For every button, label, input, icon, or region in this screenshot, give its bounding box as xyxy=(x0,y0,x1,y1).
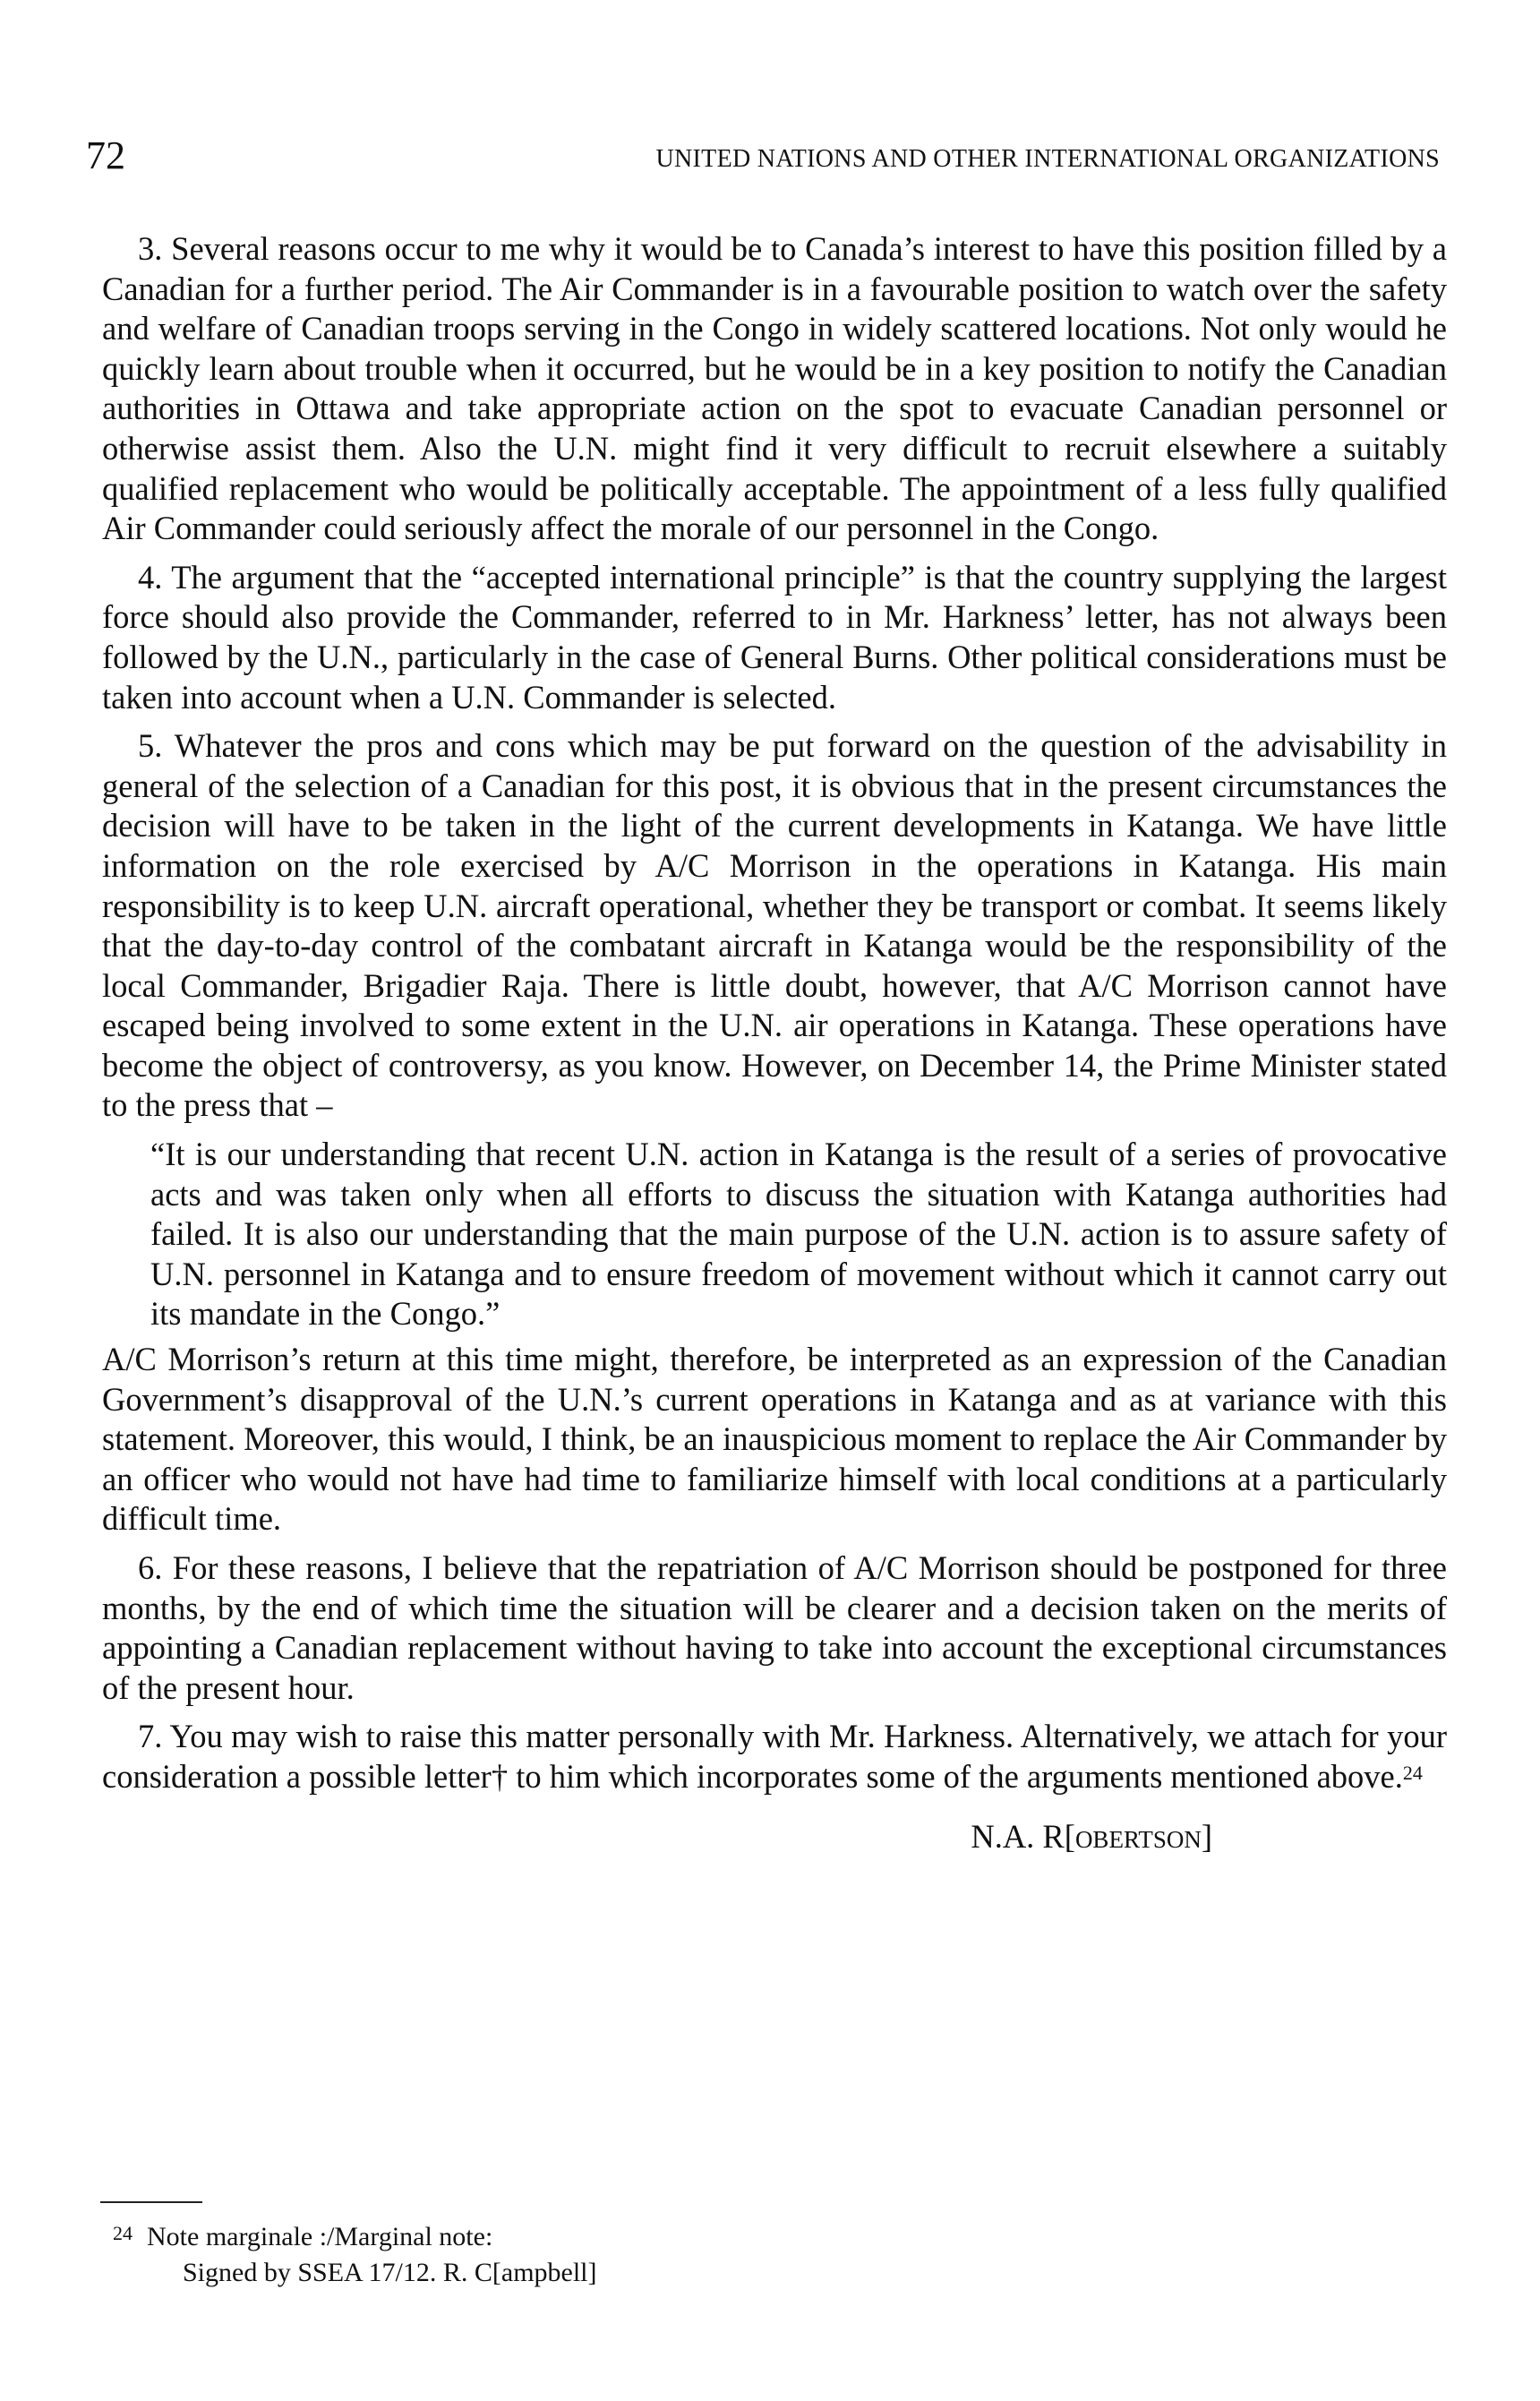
footnote xyxy=(113,2219,597,2291)
document-body xyxy=(102,229,1447,1859)
footnote-line-2: Signed by SSEA 17/12. R. C[ampbell] xyxy=(183,2258,597,2287)
signature-initials: N.A. R[ xyxy=(971,1817,1075,1855)
page-number: 72 xyxy=(86,133,125,177)
paragraph-5: 5. Whatever the pros and cons which may be put forward on the question of the advisability in general of the selection of a Canadian for this post, it is obvious that in the present circumstances the decision will have to be taken in the light of the current developments in Katanga. We have little information on the role exercised by A/C Morrison in the operations in Katanga. His main responsibility is to keep U.N. aircraft operational, whether they be transport or combat. It seems likely that the day-to-day control of the combatant aircraft in Katanga would be the responsibility of the local Commander, Brigadier Raja. There is little doubt, however, that A/C Morrison cannot have escaped being involved to some extent in the U.N. air operations in Katanga. These operations have become the object of controversy, as you know. However, on December 14, the Prime Minister stated to the press that – xyxy=(102,727,1447,1124)
footnote-line-1 xyxy=(113,2219,597,2255)
footnote-divider xyxy=(100,2201,202,2203)
paragraph-7-text: 7. You may wish to raise this matter personally with Mr. Harkness. Alternatively, we attach for your consideration a possible letter† to him which incorporates some of the arguments mentioned above. xyxy=(102,1718,1447,1795)
signature-surname: OBERTSON xyxy=(1074,1825,1202,1853)
paragraph-7 xyxy=(102,1717,1447,1796)
prime-minister-quote: “It is our understanding that recent U.N. action in Katanga is the result of a series of provocative acts and was taken only when all efforts to discuss the situation with Katanga authorities had failed. It is also our understanding that the main purpose of the U.N. action is to assure safety of U.N. personnel in Katanga and to ensure freedom of movement without which it cannot carry out its mandate in the Congo.” xyxy=(150,1136,1447,1333)
signature-closing-bracket: ] xyxy=(1201,1817,1212,1855)
running-header: UNITED NATIONS AND OTHER INTERNATIONAL ORGANIZATIONS xyxy=(655,145,1440,173)
footnote-marker: 24 xyxy=(113,2222,133,2244)
paragraph-4: 4. The argument that the “accepted international principle” is that the country supplying the largest force should also provide the Commander, referred to in Mr. Harkness’ letter, has not always been followed by the U.N., particularly in the case of General Burns. Other political considerations must be taken into account when a U.N. Commander is selected. xyxy=(102,558,1447,716)
footnote-text-1: Note marginale :/Marginal note: xyxy=(147,2222,493,2251)
signature xyxy=(102,1817,1447,1860)
paragraph-6: 6. For these reasons, I believe that the repatriation of A/C Morrison should be postponed for three months, by the end of which time the situation will be clearer and a decision taken on the merits of appointing a Canadian replacement without having to take into account the exceptional circumstances of the present hour. xyxy=(102,1549,1447,1706)
paragraph-3: 3. Several reasons occur to me why it would be to Canada’s interest to have this position filled by a Canadian for a further period. The Air Commander is in a favourable position to watch over the safety and welfare of Canadian troops serving in the Congo in widely scattered locations. Not only would he quickly learn about trouble when it occurred, but he would be in a key position to notify the Canadian authorities in Ottawa and take appropriate action on the spot to evacuate Canadian personnel or otherwise assist them. Also the U.N. might find it very difficult to recruit elsewhere a suitably qualified replacement who would be politically acceptable. The appointment of a less fully qualified Air Commander could seriously affect the morale of our personnel in the Congo. xyxy=(102,230,1447,547)
footnote-reference[interactable]: 24 xyxy=(1402,1761,1423,1784)
paragraph-5-continued: A/C Morrison’s return at this time might, therefore, be interpreted as an expression of the Canadian Government’s disapproval of the U.N.’s current operations in Katanga and as at variance with this statement. Moreover, this would, I think, be an inauspicious moment to replace the Air Commander by an officer who would not have had time to familiarize himself with local conditions at a particularly difficult time. xyxy=(102,1341,1447,1538)
